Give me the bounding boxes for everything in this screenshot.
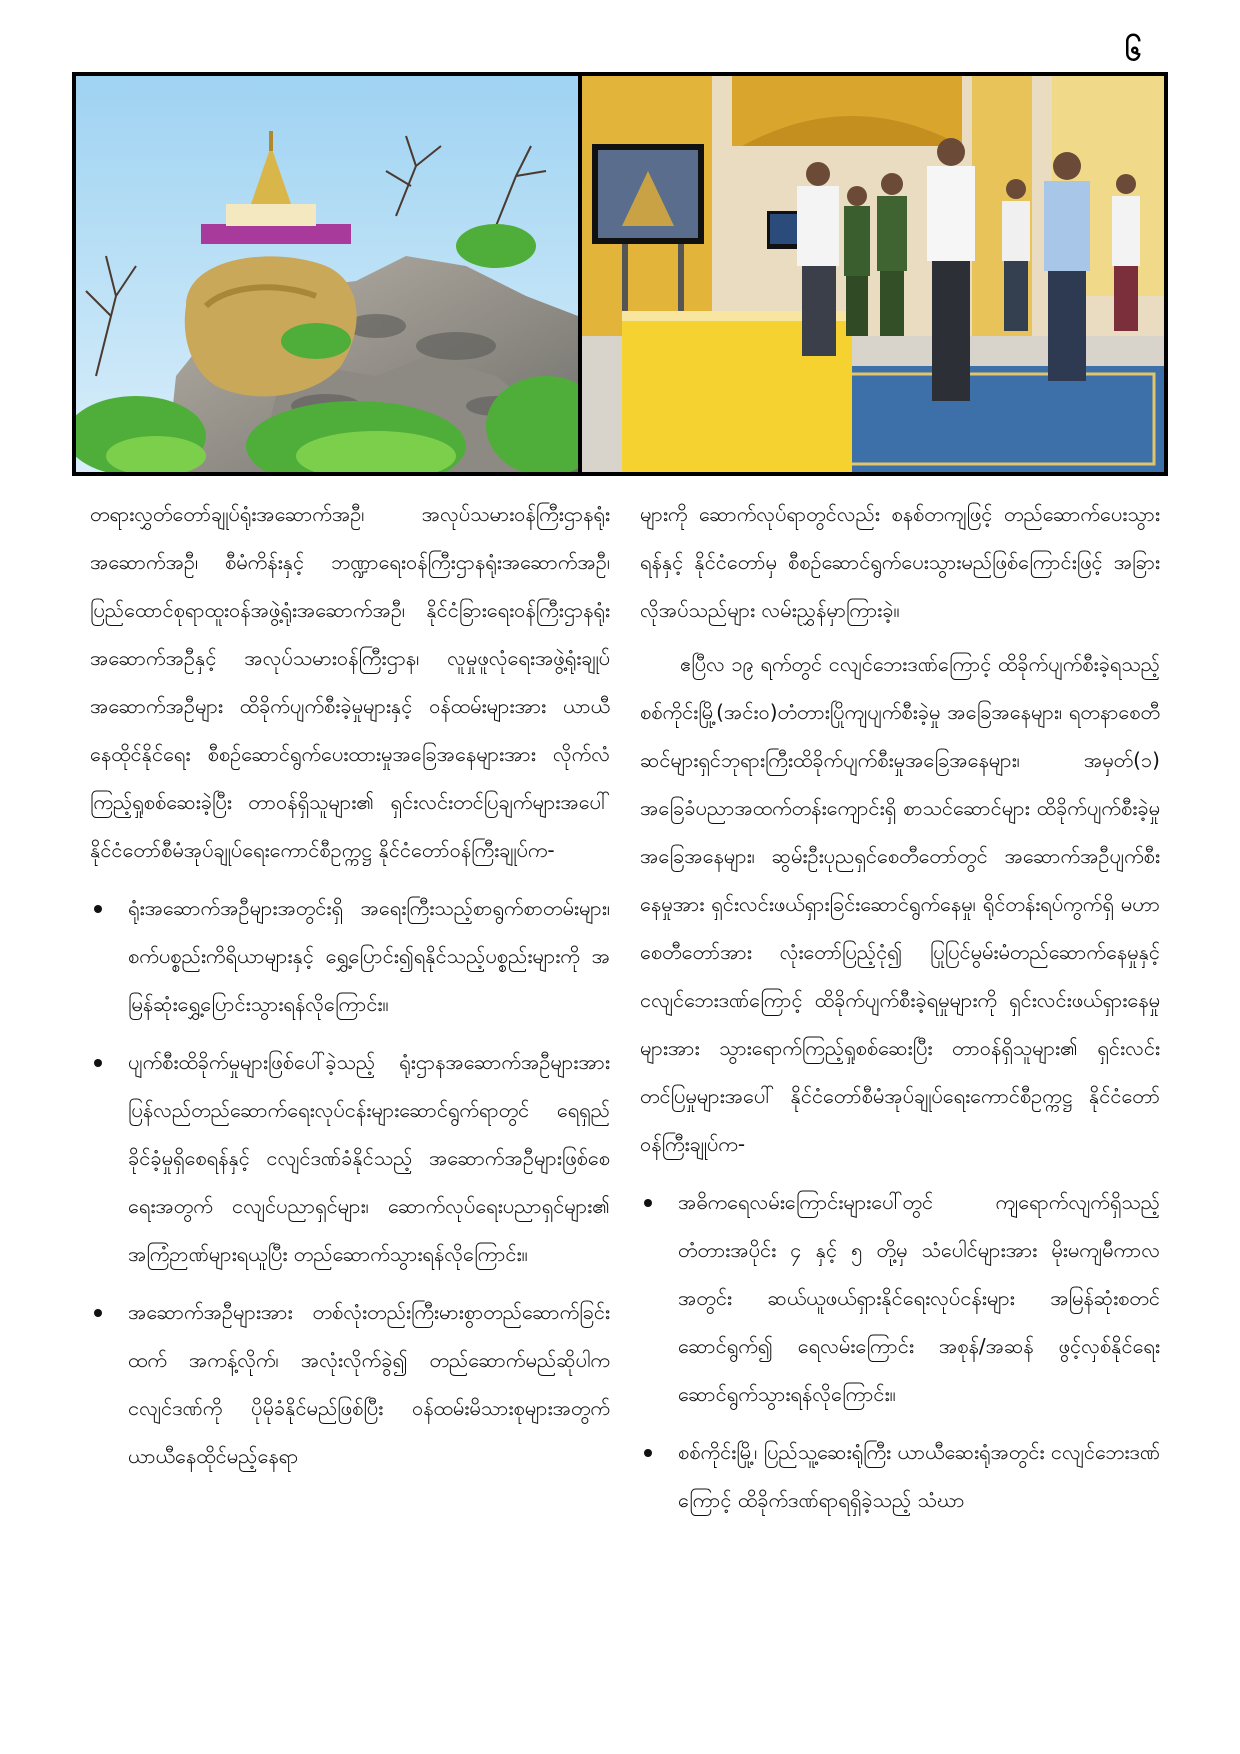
bullet-icon [644,1449,652,1457]
left-column [90,490,610,1488]
bullet-text: ရုံးအဆောက်အဦများအတွင်းရှိ အရေးကြီးသည့်စာရွက်စာတမ်းများ၊ စက်ပစ္စည်းကိရိယာများနှင့် ရွှေ့ပြောင်း၍ရနိုင်သည့်ပစ္စည်းများကို အမြန်ဆုံးရွှေ့ပြောင်းသွားရန်လိုကြောင်း။ [128,896,610,1016]
list-item [90,1288,610,1480]
bullet-icon [94,1059,102,1067]
list-item [640,1178,1160,1418]
bullet-text: စစ်ကိုင်းမြို့၊ ပြည်သူ့ဆေးရုံကြီး ယာယီဆေးရုံအတွင်း ငလျင်ဘေးဒဏ်ကြောင့် ထိခိုက်ဒဏ်ရာရရှိခဲ့သည့် သံဃာ [678,1440,1160,1512]
body-paragraph: ဧပြီလ ၁၉ ရက်တွင် ငလျင်ဘေးဒဏ်ကြောင့် ထိခိုက်ပျက်စီးခဲ့ရသည့် စစ်ကိုင်းမြို့(အင်း၀)တံတားပြိုကျပျက်စီးခဲ့မှု အခြေအနေများ၊ ရတနာစေတီဆင်များရှင်ဘုရားကြီးထိခိုက်ပျက်စီးမှုအခြေအနေများ၊ အမှတ်(၁) အခြေခံပညာအထက်တန်းကျောင်းရှိ စာသင်ဆောင်များ ထိခိုက်ပျက်စီးခဲ့မှုအခြေအနေများ၊ ဆွမ်းဦးပုညရှင်စေတီတော်တွင် အဆောက်အဦပျက်စီးနေမှုအား ရှင်းလင်းဖယ်ရှားခြင်းဆောင်ရွက်နေမှု၊ ရိုင်တန်းရပ်ကွက်ရှိ မဟာစေတီတော်အား လုံးတော်ပြည့်ငုံ၍ ပြုပြင်မွမ်းမံတည်ဆောက်နေမှုနှင့် ငလျင်ဘေးဒဏ်ကြောင့် ထိခိုက်ပျက်စီးခဲ့ရမှုများကို ရှင်းလင်းဖယ်ရှားနေမှုများအား သွားရောက်ကြည့်ရှုစစ်ဆေးပြီး တာဝန်ရှိသူများ၏ ရှင်းလင်းတင်ပြမှုများအပေါ် နိုင်ငံတော်စီမံအုပ်ချုပ်ရေးကောင်စီဥက္ကဋ္ဌ နိုင်ငံတော်ဝန်ကြီးချုပ်က- [640,652,1160,1156]
continuation-paragraph: များကို ဆောက်လုပ်ရာတွင်လည်း စနစ်တကျဖြင့် တည်ဆောက်ပေးသွားရန်နှင့် နိုင်ငံတော်မှ စီစဉ်ဆောင်ရွက်ပေးသွားမည်ဖြစ်ကြောင်းဖြင့် အခြားလိုအပ်သည်များ လမ်းညွှန်မှာကြားခဲ့။ [640,502,1160,622]
page-number: ၆ [1125,33,1142,68]
photo-strip [72,72,1168,476]
bullet-text: အဓိကရေလမ်းကြောင်းများပေါ်တွင် ကျရောက်လျက်ရှိသည့် တံတားအပိုင်း ၄ နှင့် ၅ တို့မှ သံပေါင်များအား မိုးမကျမီကာလအတွင်း ဆယ်ယူဖယ်ရှားနိုင်ရေးလုပ်ငန်းများ အမြန်ဆုံးစတင်ဆောင်ရွက်၍ ရေလမ်းကြောင်း အစုန်/အဆန် ဖွင့်လှစ်နိုင်ရေး ဆောင်ရွက်သွားရန်လိုကြောင်း။ [678,1190,1160,1406]
right-column [640,490,1160,1532]
list-item [640,1428,1160,1524]
pagoda-hill-photo [76,76,578,472]
intro-paragraph: တရားလွှတ်တော်ချုပ်ရုံးအဆောက်အဦ၊ အလုပ်သမားဝန်ကြီးဌာနရုံးအဆောက်အဦ၊ စီမံကိန်းနှင့် ဘဏ္ဍာရေးဝန်ကြီးဌာနရုံးအဆောက်အဦ၊ ပြည်ထောင်စုရာထူးဝန်အဖွဲ့ရုံးအဆောက်အဦ၊ နိုင်ငံခြားရေးဝန်ကြီးဌာနရုံး အဆောက်အဦနှင့် အလုပ်သမားဝန်ကြီးဌာန၊ လူမှုဖူလုံရေးအဖွဲ့ရုံးချုပ်အဆောက်အဦများ ထိခိုက်ပျက်စီးခဲ့မှုများနှင့် ဝန်ထမ်းများအား ယာယီနေထိုင်နိုင်ရေး စီစဉ်ဆောင်ရွက်ပေးထားမှုအခြေအနေများအား လိုက်လံကြည့်ရှုစစ်ဆေးခဲ့ပြီး တာဝန်ရှိသူများ၏ ရှင်းလင်းတင်ပြချက်များအပေါ် နိုင်ငံတော်စီမံအုပ်ချုပ်ရေးကောင်စီဥက္ကဋ္ဌ နိုင်ငံတော်ဝန်ကြီးချုပ်က- [90,502,610,862]
list-item [90,1038,610,1278]
inspection-photo [582,76,1164,472]
list-item [90,884,610,1028]
bullet-icon [94,1309,102,1317]
bullet-icon [644,1199,652,1207]
bullet-text: အဆောက်အဦများအား တစ်လုံးတည်းကြီးမားစွာတည်ဆောက်ခြင်းထက် အကန့်လိုက်၊ အလုံးလိုက်ခွဲ၍ တည်ဆောက်မည်ဆိုပါက ငလျင်ဒဏ်ကို ပိုမိုခံနိုင်မည်ဖြစ်ပြီး ဝန်ထမ်းမိသားစုများအတွက် ယာယီနေထိုင်မည့်နေရာ [128,1300,610,1468]
bullet-icon [94,905,102,913]
bullet-text: ပျက်စီးထိခိုက်မှုများဖြစ်ပေါ်ခဲ့သည့် ရုံးဌာနအဆောက်အဦများအား ပြန်လည်တည်ဆောက်ရေးလုပ်ငန်းများဆောင်ရွက်ရာတွင် ရေရှည်ခိုင်ခံ့မှုရှိစေရန်နှင့် ငလျင်ဒဏ်ခံနိုင်သည့် အဆောက်အဦများဖြစ်စေရေးအတွက် ငလျင်ပညာရှင်များ၊ ဆောက်လုပ်ရေးပညာရှင်များ၏ အကြံဉာဏ်များရယူပြီး တည်ဆောက်သွားရန်လိုကြောင်း။ [128,1050,610,1266]
